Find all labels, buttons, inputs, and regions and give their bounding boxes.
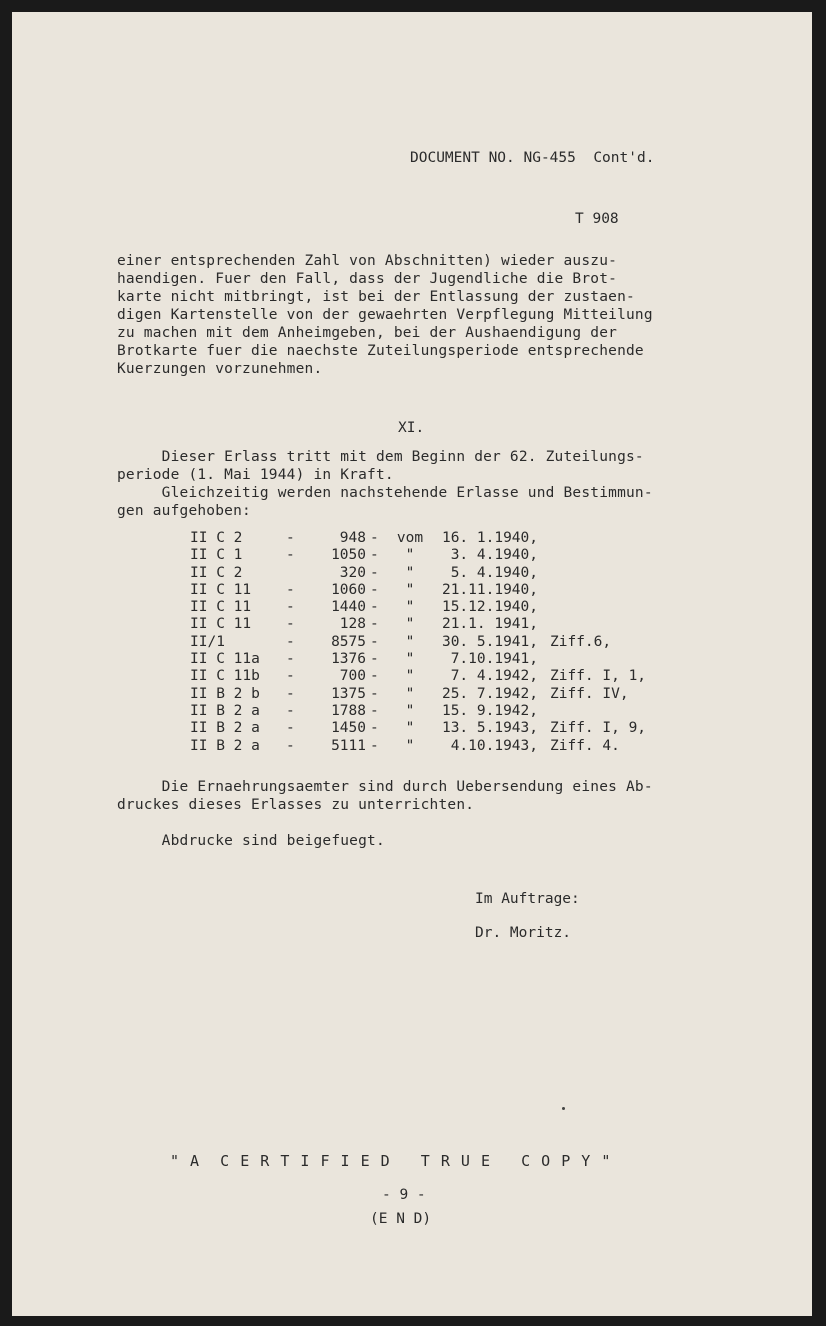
dash: - bbox=[286, 616, 295, 633]
decree-ziff: Ziff. 4. bbox=[550, 737, 620, 754]
decree-date: 4.10.1943, bbox=[450, 737, 538, 754]
dash: - bbox=[286, 685, 295, 702]
signature-name: Dr. Moritz. bbox=[475, 925, 572, 941]
text-line: haendigen. Fuer den Fall, dass der Jugendliche die Brot- bbox=[117, 271, 618, 287]
page-number: - 9 - bbox=[382, 1187, 426, 1203]
decree-number: 1060 bbox=[331, 581, 366, 598]
dash: - bbox=[370, 668, 379, 685]
dash: - bbox=[370, 720, 379, 737]
decree-date: 21.1. 1941, bbox=[441, 616, 538, 633]
text-line: karte nicht mitbringt, ist bei der Entlassung der zustaen- bbox=[117, 289, 635, 305]
decree-von: " bbox=[405, 564, 415, 581]
decree-von: " bbox=[405, 737, 415, 754]
decree-number: 1450 bbox=[331, 720, 366, 737]
section-heading: XI. bbox=[398, 420, 425, 436]
dash: - bbox=[286, 530, 295, 546]
decree-division: II C 2 bbox=[190, 564, 243, 581]
decree-date: 13. 5.1943, bbox=[441, 720, 538, 737]
text-line: Dieser Erlass tritt mit dem Beginn der 62. Zuteilungs- bbox=[117, 449, 644, 465]
dash: - bbox=[370, 564, 379, 581]
decree-date: 15. 9.1942, bbox=[441, 702, 538, 719]
decree-ziff: Ziff. I, 1, bbox=[550, 668, 647, 685]
dash: - bbox=[370, 599, 379, 616]
decree-von: " bbox=[405, 720, 415, 737]
dash: - bbox=[370, 530, 379, 546]
text-line: digen Kartenstelle von der gewaehrten Verpflegung Mitteilung bbox=[117, 307, 653, 323]
dash: - bbox=[370, 633, 379, 650]
decree-division: II B 2 b bbox=[190, 685, 260, 702]
dash: - bbox=[370, 651, 379, 668]
paper-speck bbox=[562, 1107, 565, 1110]
dash: - bbox=[370, 685, 379, 702]
decree-number: 700 bbox=[339, 668, 366, 685]
decree-von: " bbox=[405, 581, 415, 598]
decree-division: II C 11 bbox=[190, 599, 252, 616]
decree-number: 128 bbox=[339, 616, 366, 633]
decree-date: 21.11.1940, bbox=[441, 581, 538, 598]
text-line: Gleichzeitig werden nachstehende Erlasse und Bestimmun- bbox=[117, 485, 653, 501]
decree-von: " bbox=[405, 633, 415, 650]
document-reference: T 908 bbox=[575, 211, 619, 227]
dash: - bbox=[370, 702, 379, 719]
dash: - bbox=[370, 581, 379, 598]
dash: - bbox=[286, 737, 295, 754]
text-line: periode (1. Mai 1944) in Kraft. bbox=[117, 467, 394, 483]
decree-von: " bbox=[405, 702, 415, 719]
text-line: Brotkarte fuer die naechste Zuteilungsperiode entsprechende bbox=[117, 343, 644, 359]
text-line: gen aufgehoben: bbox=[117, 503, 251, 519]
dash: - bbox=[286, 599, 295, 616]
decree-date: 3. 4.1940, bbox=[450, 547, 538, 564]
decree-number: 1376 bbox=[331, 651, 366, 668]
decree-date: 15.12.1940, bbox=[441, 599, 538, 616]
decree-division: II C 11 bbox=[190, 616, 252, 633]
dash: - bbox=[286, 633, 295, 650]
decree-division: II B 2 a bbox=[190, 737, 260, 754]
decree-division: II B 2 a bbox=[190, 702, 260, 719]
decree-division: II/1 bbox=[190, 633, 225, 650]
dash: - bbox=[370, 737, 379, 754]
dash: - bbox=[286, 651, 295, 668]
decree-von: " bbox=[405, 547, 415, 564]
decree-date: 16. 1.1940, bbox=[441, 530, 538, 546]
text-line: zu machen mit dem Anheimgeben, bei der Aushaendigung der bbox=[117, 325, 618, 341]
signature-by-order: Im Auftrage: bbox=[475, 891, 580, 907]
dash: - bbox=[286, 547, 295, 564]
decree-von: " bbox=[405, 599, 415, 616]
decree-number: 5111 bbox=[331, 737, 366, 754]
decree-number: 1375 bbox=[331, 685, 366, 702]
decree-date: 7.10.1941, bbox=[450, 651, 538, 668]
decree-number: 948 bbox=[339, 530, 366, 546]
document-number: DOCUMENT NO. NG-455 Cont'd. bbox=[410, 150, 655, 166]
decree-number: 320 bbox=[339, 564, 366, 581]
dash: - bbox=[286, 720, 295, 737]
decree-number: 1440 bbox=[331, 599, 366, 616]
text-line: druckes dieses Erlasses zu unterrichten. bbox=[117, 797, 475, 813]
decree-von: " bbox=[405, 616, 415, 633]
decree-number: 1788 bbox=[331, 702, 366, 719]
text-line: einer entsprechenden Zahl von Abschnitten) wieder auszu- bbox=[117, 253, 618, 269]
decree-von: " bbox=[405, 685, 415, 702]
decree-date: 7. 4.1942, bbox=[450, 668, 538, 685]
decree-date: 25. 7.1942, bbox=[441, 685, 538, 702]
certified-copy-stamp: " A C E R T I F I E D T R U E C O P Y " bbox=[170, 1152, 612, 1170]
decree-number: 8575 bbox=[331, 633, 366, 650]
text-line: Kuerzungen vorzunehmen. bbox=[117, 361, 323, 377]
decree-division: II B 2 a bbox=[190, 720, 260, 737]
decree-ziff: Ziff.6, bbox=[550, 633, 612, 650]
dash: - bbox=[370, 547, 379, 564]
decree-division: II C 11 bbox=[190, 581, 252, 598]
decree-division: II C 11b bbox=[190, 668, 260, 685]
decree-date: 5. 4.1940, bbox=[450, 564, 538, 581]
document-page bbox=[12, 12, 812, 1316]
text-line: Die Ernaehrungsaemter sind durch Uebersendung eines Ab- bbox=[117, 779, 653, 795]
dash: - bbox=[286, 581, 295, 598]
dash: - bbox=[286, 702, 295, 719]
enclosure-note: Abdrucke sind beigefuegt. bbox=[117, 833, 385, 849]
decree-date: 30. 5.1941, bbox=[441, 633, 538, 650]
decree-von: " bbox=[405, 668, 415, 685]
end-marker: (E N D) bbox=[370, 1211, 432, 1227]
decree-ziff: Ziff. I, 9, bbox=[550, 720, 647, 737]
dash: - bbox=[370, 616, 379, 633]
decree-division: II C 11a bbox=[190, 651, 260, 668]
decree-number: 1050 bbox=[331, 547, 366, 564]
decree-division: II C 2 bbox=[190, 530, 243, 546]
decree-von: vom bbox=[396, 530, 424, 546]
dash: - bbox=[286, 668, 295, 685]
decree-von: " bbox=[405, 651, 415, 668]
decree-division: II C 1 bbox=[190, 547, 243, 564]
decree-ziff: Ziff. IV, bbox=[550, 685, 629, 702]
